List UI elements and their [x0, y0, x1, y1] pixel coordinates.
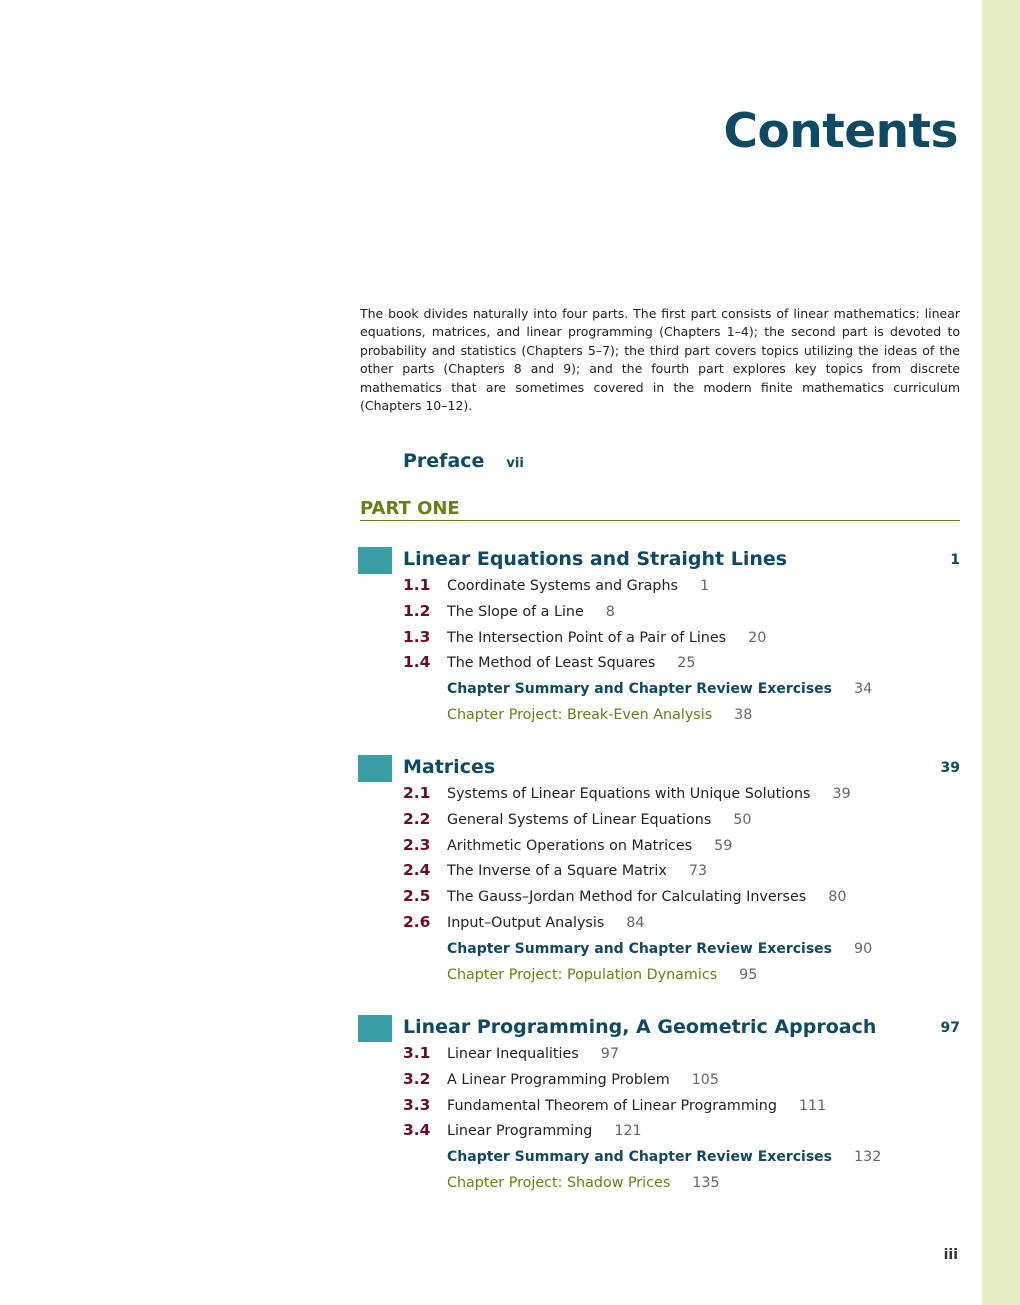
section-number: 2.2: [403, 809, 431, 828]
section-title: Systems of Linear Equations with Unique Solutions: [447, 786, 811, 802]
section-title: Linear Inequalities: [447, 1046, 579, 1062]
project-title: Chapter Project: Break-Even Analysis: [447, 706, 713, 723]
chapter-page: 97: [940, 1020, 960, 1036]
page-title: Contents: [723, 104, 958, 159]
summary-title: Chapter Summary and Chapter Review Exercises: [447, 681, 832, 698]
chapter-heading[interactable]: [358, 546, 960, 576]
page-number: iii: [943, 1247, 958, 1263]
project-entry[interactable]: [358, 705, 960, 731]
preface-label: Preface: [403, 450, 485, 472]
section-page: 59: [714, 837, 733, 854]
section-entry[interactable]: [358, 576, 960, 602]
section-entry[interactable]: [358, 861, 960, 887]
section-entry[interactable]: [358, 1044, 960, 1070]
project-page: 38: [734, 706, 753, 723]
section-title: General Systems of Linear Equations: [447, 811, 712, 828]
project-entry[interactable]: [358, 1173, 960, 1199]
section-number: 1.2: [403, 601, 431, 620]
preface-entry[interactable]: [403, 450, 524, 472]
chapter-title: Matrices: [403, 756, 496, 778]
section-title: Fundamental Theorem of Linear Programming: [447, 1097, 777, 1114]
section-title: The Inverse of a Square Matrix: [447, 863, 667, 880]
section-entry[interactable]: [358, 1096, 960, 1122]
section-page: 50: [733, 811, 752, 828]
section-title: The Slope of a Line: [447, 603, 584, 620]
summary-page: 132: [854, 1149, 882, 1166]
section-entry[interactable]: [358, 784, 960, 810]
summary-entry[interactable]: [358, 679, 960, 705]
chapter-2: [358, 754, 960, 990]
chapter-title: Linear Programming, A Geometric Approach: [403, 1016, 877, 1038]
chapter-3: [358, 1014, 960, 1199]
section-number: 3.3: [403, 1095, 431, 1114]
section-page: 39: [832, 786, 851, 802]
project-entry[interactable]: [358, 965, 960, 991]
chapter-heading[interactable]: [358, 754, 960, 784]
section-number: 1.1: [403, 576, 431, 594]
section-entry[interactable]: [358, 653, 960, 679]
section-entry[interactable]: [358, 602, 960, 628]
chapter-page: 1: [950, 552, 960, 568]
project-title: Chapter Project: Population Dynamics: [447, 966, 718, 983]
section-page: 25: [677, 655, 696, 672]
section-page: 1: [699, 578, 710, 594]
summary-entry[interactable]: [358, 1147, 960, 1173]
margin-strip: [982, 0, 1020, 1305]
section-number: 2.5: [403, 887, 431, 906]
summary-page: 34: [854, 681, 873, 698]
section-entry[interactable]: [358, 887, 960, 913]
section-number: 3.2: [403, 1069, 431, 1088]
chapter-marker: [358, 755, 392, 782]
section-entry[interactable]: [358, 913, 960, 939]
section-number: 2.4: [403, 861, 431, 880]
section-number: 1.4: [403, 653, 431, 672]
section-number: 2.6: [403, 912, 431, 931]
section-page: 97: [600, 1046, 619, 1062]
section-number: 1.3: [403, 627, 431, 646]
summary-title: Chapter Summary and Chapter Review Exercises: [447, 940, 832, 957]
section-number: 2.1: [403, 784, 431, 802]
section-title: A Linear Programming Problem: [447, 1071, 670, 1088]
section-page: 105: [691, 1071, 719, 1088]
chapter-marker: [358, 1015, 392, 1042]
section-title: Linear Programming: [447, 1123, 593, 1140]
summary-page: 90: [854, 940, 873, 957]
chapter-heading[interactable]: [358, 1014, 960, 1044]
section-number: 2.3: [403, 835, 431, 854]
section-title: The Intersection Point of a Pair of Lines: [447, 629, 727, 646]
section-number: 3.1: [403, 1044, 431, 1062]
chapter-title: Linear Equations and Straight Lines: [403, 548, 788, 570]
section-entry[interactable]: [358, 1121, 960, 1147]
project-page: 135: [692, 1174, 720, 1191]
section-entry[interactable]: [358, 1070, 960, 1096]
section-number: 3.4: [403, 1121, 431, 1140]
section-page: 111: [798, 1097, 827, 1114]
section-entry[interactable]: [358, 628, 960, 654]
section-title: The Gauss–Jordan Method for Calculating Inverses: [447, 889, 807, 906]
project-page: 95: [739, 966, 758, 983]
project-title: Chapter Project: Shadow Prices: [447, 1174, 671, 1191]
section-page: 80: [828, 889, 847, 906]
part-heading: PART ONE: [360, 498, 960, 521]
section-title: The Method of Least Squares: [447, 655, 656, 672]
summary-entry[interactable]: [358, 939, 960, 965]
section-title: Arithmetic Operations on Matrices: [447, 837, 693, 854]
preface-page: vii: [506, 456, 524, 471]
section-page: 20: [748, 629, 767, 646]
summary-title: Chapter Summary and Chapter Review Exercises: [447, 1149, 832, 1166]
section-entry[interactable]: [358, 836, 960, 862]
chapter-1: [358, 546, 960, 731]
chapter-page: 39: [940, 760, 960, 776]
section-page: 84: [626, 914, 645, 931]
intro-paragraph: The book divides naturally into four parts. The first part consists of linear mathematics: linear equations, matrices, and linear programming (Chapters 1–4); the second part is devoted to probability and statistics (Chapters 5–7); the third part covers topics utilizing the ideas of the other parts (Chapters 8 and 9); and the fourth part explores key topics from discrete mathematics that are sometimes covered in the modern finite mathematics curriculum (Chapters 10–12).: [360, 306, 960, 414]
section-entry[interactable]: [358, 810, 960, 836]
section-title: Coordinate Systems and Graphs: [447, 578, 678, 594]
section-page: 8: [605, 603, 615, 620]
section-title: Input–Output Analysis: [447, 914, 605, 931]
section-page: 73: [688, 863, 708, 880]
chapter-marker: [358, 547, 392, 574]
section-page: 121: [614, 1123, 642, 1140]
